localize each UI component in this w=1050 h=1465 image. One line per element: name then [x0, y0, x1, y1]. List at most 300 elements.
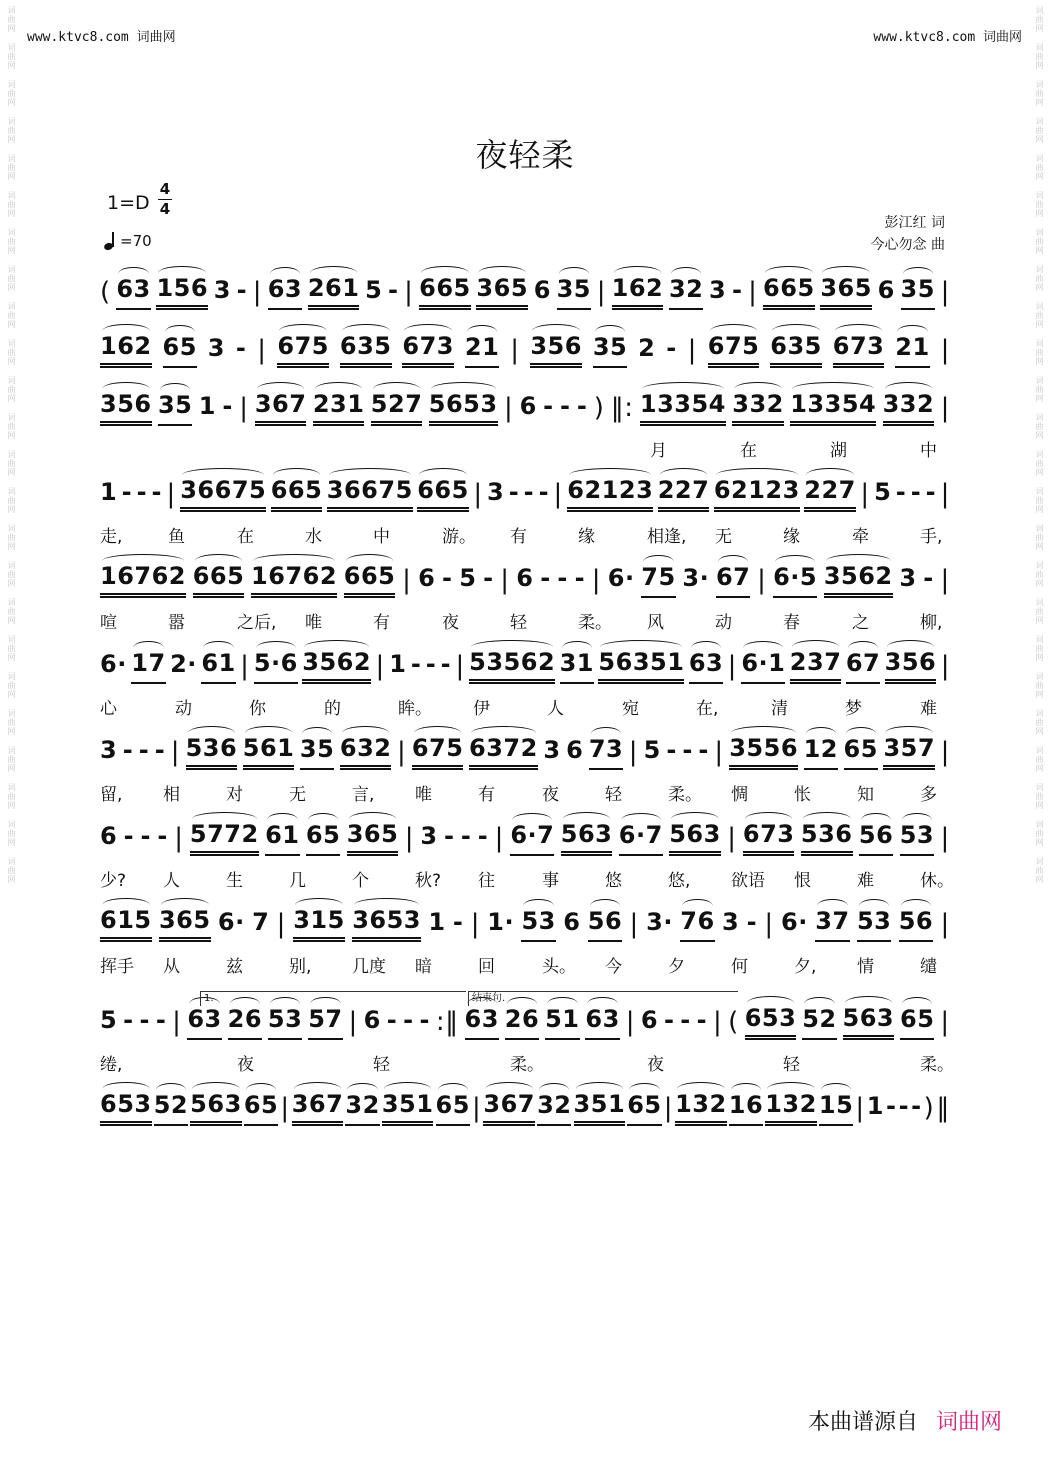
note-group: 3: [420, 821, 438, 850]
footer-source: [808, 1405, 1002, 1436]
barline: |: [764, 909, 774, 939]
lyric-line: [100, 436, 950, 461]
watermark-text: 词曲网: [1035, 524, 1044, 551]
note-group: 65: [436, 1091, 470, 1126]
slur-mark: [192, 1082, 240, 1089]
slur-mark: [903, 267, 933, 274]
slur-mark: [539, 1083, 569, 1090]
watermark-text: 词曲网: [7, 413, 16, 440]
watermark-text: 词曲网: [1035, 598, 1044, 625]
note-group: 12: [804, 735, 838, 770]
note-group: 6372: [469, 734, 538, 770]
slur-mark: [576, 1082, 624, 1089]
dash-extension: -: [403, 1005, 414, 1034]
lyric-word: 牵: [852, 527, 869, 547]
dash-extension: -: [663, 1005, 675, 1034]
note-group: 63: [689, 649, 723, 684]
repeat-paren: ): [593, 393, 605, 423]
watermark-text: 词曲网: [1035, 413, 1044, 440]
note-group: 665: [419, 274, 471, 310]
note-group: 21: [465, 333, 499, 368]
lyric-word: 从: [163, 957, 180, 977]
barline: |: [500, 565, 510, 595]
note-group: 6: [566, 735, 584, 764]
slur-mark: [901, 899, 931, 906]
note-group: 53: [268, 1005, 302, 1040]
slur-mark: [257, 382, 305, 389]
barline: |: [280, 1093, 290, 1123]
note-group: 5: [100, 1005, 118, 1034]
barline: |: [397, 737, 407, 767]
note-group: 17: [131, 649, 165, 684]
dash-extension: -: [123, 821, 135, 850]
lyric-word: 几: [289, 871, 306, 891]
note-group: 65: [844, 735, 878, 770]
slur-mark: [342, 726, 390, 733]
note-group: 53: [900, 821, 934, 856]
slur-mark: [887, 640, 935, 647]
score-row: [100, 476, 950, 512]
slur-mark: [279, 324, 327, 331]
dash-extension: -: [925, 477, 937, 506]
time-signature: [158, 180, 172, 219]
slur-mark: [354, 898, 419, 905]
dash-extension: -: [886, 1091, 897, 1120]
note-group: 7: [252, 907, 270, 936]
slur-mark: [660, 468, 708, 475]
score-row: [100, 734, 950, 770]
barline: |: [748, 277, 758, 307]
dash-extension: -: [460, 821, 472, 850]
note-group: 36675: [180, 476, 266, 512]
lyric-word: 鱼: [168, 527, 185, 547]
lyric-word: 几度: [352, 957, 386, 977]
note-group: 5: [874, 477, 892, 506]
lyric-word: 休。: [920, 871, 954, 891]
watermark-text: 词曲网: [7, 228, 16, 255]
lyric-word: 眸。: [398, 699, 432, 719]
watermark-text: 词曲网: [7, 117, 16, 144]
watermark-text: 词曲网: [7, 857, 16, 884]
lyric-word: 头。: [542, 957, 576, 977]
dash-extension: -: [898, 1091, 910, 1120]
slur-mark: [161, 898, 209, 905]
slur-mark: [438, 1083, 468, 1090]
slur-mark: [349, 812, 397, 819]
slur-mark: [803, 812, 851, 819]
watermark-text: 词曲网: [7, 598, 16, 625]
note-group: 67: [716, 563, 750, 598]
note-group: 61: [265, 821, 299, 856]
score-row: [100, 1090, 950, 1126]
barline: |: [553, 479, 563, 509]
note-group: 5772: [190, 820, 259, 856]
dash-extension: -: [911, 1091, 922, 1120]
dash-extension: -: [235, 333, 247, 362]
lyric-line: [100, 952, 950, 977]
barline: |: [757, 565, 767, 595]
slur-mark: [848, 641, 878, 648]
slur-mark: [523, 899, 553, 906]
lyric-word: 夕: [668, 957, 685, 977]
barline: |: [402, 565, 412, 595]
note-group: 26: [228, 1005, 262, 1040]
slur-mark: [734, 382, 782, 389]
dash-extension: -: [122, 735, 134, 764]
slur-mark: [629, 1083, 659, 1090]
barline: |: [940, 335, 950, 365]
barline: |: [628, 737, 639, 767]
note-group: 65: [627, 1091, 661, 1126]
lyric-word: 伊: [473, 699, 490, 719]
dash-extension: -: [452, 907, 464, 936]
barline: |: [455, 651, 465, 681]
note-group: 365: [820, 274, 872, 310]
dash-extension: -: [574, 563, 586, 592]
lyric-word: 人: [547, 699, 564, 719]
dash-extension: -: [483, 563, 494, 592]
note-group: 52: [154, 1091, 188, 1126]
note-group: 32: [669, 275, 703, 310]
lyric-word: 挥手: [100, 957, 134, 977]
footer-brand-link[interactable]: 词曲网: [935, 1410, 1002, 1435]
lyric-word: 动: [715, 613, 732, 633]
lyric-line: [100, 866, 954, 891]
slur-mark: [512, 813, 552, 820]
header-url-right[interactable]: www.ktvc8.com 词曲网: [873, 30, 1022, 45]
lyric-word: 个: [352, 871, 369, 891]
watermark-text: 词曲网: [1035, 820, 1044, 847]
note-group: 6·5: [773, 563, 817, 598]
note-group: 67: [846, 649, 880, 684]
note-group: 1: [198, 391, 216, 420]
note-group: 227: [658, 476, 710, 512]
barline: |: [257, 335, 267, 365]
watermark-text: 词曲网: [1035, 857, 1044, 884]
barline: |: [239, 393, 249, 423]
lyric-word: 水: [305, 527, 322, 547]
watermark-text: 词曲网: [1035, 783, 1044, 810]
barline: |: [510, 335, 520, 365]
lyric-word: 清: [771, 699, 788, 719]
slur-mark: [329, 468, 411, 475]
note-group: 6: [363, 1005, 381, 1034]
note-group: 365: [159, 906, 211, 942]
dash-extension: -: [731, 275, 743, 304]
note-group: 6: [533, 275, 551, 304]
watermark-text: 词曲网: [1035, 117, 1044, 144]
slur-mark: [414, 726, 462, 733]
watermark-text: 词曲网: [1035, 265, 1044, 292]
lyric-word: 柔。: [920, 1055, 954, 1075]
note-group: 1: [100, 477, 118, 506]
slur-mark: [743, 641, 783, 648]
tempo-marking: [104, 232, 152, 250]
note-group: 6·: [217, 907, 245, 936]
barline: |: [170, 737, 181, 767]
lyric-word: 的: [324, 699, 341, 719]
lyric-word: 秋?: [415, 871, 442, 891]
watermark-text: 词曲网: [1035, 302, 1044, 329]
note-group: 665: [417, 476, 469, 512]
watermark-text: 词曲网: [1035, 339, 1044, 366]
barline: |: [940, 1007, 950, 1037]
note-group: 3: [213, 275, 231, 304]
slur-mark: [859, 899, 889, 906]
lyric-word: 难: [920, 699, 937, 719]
slur-mark: [158, 266, 206, 273]
repeat-paren: (: [100, 277, 111, 307]
key-signature: 1=D: [107, 192, 150, 214]
slur-mark: [246, 1083, 276, 1090]
note-group: 653: [745, 1004, 797, 1040]
note-group: 16: [729, 1091, 763, 1126]
note-group: 62123: [714, 476, 800, 512]
watermark-text: 词曲网: [1035, 80, 1044, 107]
note-group: 2·: [170, 649, 197, 678]
note-group: 665: [193, 562, 245, 598]
lyric-word: 往: [478, 871, 495, 891]
note-group: 76: [680, 907, 714, 942]
slur-mark: [731, 1083, 761, 1090]
note-group: 635: [340, 332, 392, 368]
lyric-word: 留,: [100, 785, 123, 805]
lyric-word: 湖: [830, 441, 847, 461]
note-group: 63: [268, 275, 302, 310]
note-group: 3556: [729, 734, 798, 770]
note-group: 356: [100, 390, 152, 426]
slur-mark: [302, 727, 332, 734]
slur-mark: [467, 325, 497, 332]
note-group: 5: [459, 563, 477, 592]
barline: |: [252, 277, 263, 307]
note-group: 35: [300, 735, 334, 770]
dash-extension: -: [746, 907, 758, 936]
slur-mark: [792, 382, 874, 389]
lyric-word: 兹: [226, 957, 243, 977]
lyric-word: 惆: [731, 785, 748, 805]
slur-mark: [563, 812, 611, 819]
barline: |: [375, 651, 385, 681]
watermark-text: 词曲网: [7, 561, 16, 588]
note-group: 35: [158, 391, 192, 426]
lyric-word: 柔。: [510, 1055, 544, 1075]
slur-mark: [273, 468, 321, 475]
lyric-line: [100, 1050, 954, 1075]
slur-mark: [156, 1083, 186, 1090]
slur-mark: [471, 726, 536, 733]
note-group: 65: [163, 333, 197, 368]
lyric-word: 今: [605, 957, 622, 977]
lyric-word: 风: [647, 613, 664, 633]
lyric-word: 无: [715, 527, 732, 547]
dash-extension: -: [560, 391, 571, 420]
watermark-text: 词曲网: [1035, 43, 1044, 70]
lyric-line: [100, 522, 950, 547]
slur-mark: [595, 325, 625, 332]
slur-mark: [471, 640, 553, 647]
note-group: 5653: [429, 390, 498, 426]
slur-mark: [821, 1083, 851, 1090]
lyric-word: 动: [175, 699, 192, 719]
slur-mark: [846, 727, 876, 734]
lyric-word: 之: [852, 613, 869, 633]
lyric-word: 生: [226, 871, 243, 891]
slur-mark: [600, 640, 682, 647]
barline: |: [940, 479, 950, 509]
watermark-text: 词曲网: [7, 635, 16, 662]
note-group: 6: [418, 563, 436, 592]
score-row: [100, 1004, 950, 1040]
barline: |: [940, 277, 950, 307]
note-group: 51: [545, 1005, 579, 1040]
note-group: 2: [638, 333, 656, 362]
slur-mark: [270, 267, 300, 274]
note-group: 6·: [100, 649, 127, 678]
slur-mark: [716, 468, 798, 475]
lyric-word: 轻: [510, 613, 527, 633]
note-group: 536: [801, 820, 853, 856]
note-group: 6·7: [510, 821, 554, 856]
note-group: 63: [585, 1005, 619, 1040]
note-group: 6: [563, 907, 581, 936]
barline: |: [166, 479, 176, 509]
lyric-word: 相: [163, 785, 180, 805]
slur-mark: [485, 1082, 533, 1089]
note-group: 6·1: [741, 649, 785, 684]
watermark-text: 词曲网: [1035, 635, 1044, 662]
lyric-word: 难: [857, 871, 874, 891]
note-group: 6·: [781, 907, 808, 936]
watermark-text: 词曲网: [7, 80, 16, 107]
slur-mark: [845, 996, 893, 1003]
slur-mark: [718, 555, 748, 562]
slur-mark: [308, 813, 338, 820]
lyric-word: 知: [857, 785, 874, 805]
barline: |: [473, 479, 483, 509]
note-group: 365: [347, 820, 399, 856]
lyric-word: 有: [478, 785, 495, 805]
tempo-value: =70: [120, 232, 152, 250]
barline: |: [240, 651, 250, 681]
watermark-text: 词曲网: [7, 487, 16, 514]
note-group: 231: [313, 390, 365, 426]
note-group: 563: [843, 1004, 895, 1040]
dash-extension: -: [540, 563, 551, 592]
watermark-text: 词曲网: [7, 191, 16, 218]
slur-mark: [267, 813, 297, 820]
note-group: 632: [340, 734, 392, 770]
watermark-text: 词曲网: [1035, 746, 1044, 773]
lyric-word: 游。: [442, 527, 476, 547]
lyric-word: 有: [373, 613, 390, 633]
dash-extension: -: [508, 477, 520, 506]
note-group: 16762: [251, 562, 337, 598]
lyric-word: 欲语: [731, 871, 765, 891]
barline: |: [494, 823, 504, 853]
repeat-paren: (: [728, 1007, 739, 1037]
song-title: 夜轻柔: [475, 136, 575, 174]
barline: |: [348, 1007, 358, 1037]
lyric-word: 相逢,: [647, 527, 687, 547]
slur-mark: [747, 996, 795, 1003]
note-group: 3: [100, 735, 118, 764]
slur-mark: [817, 899, 847, 906]
barline: |: [940, 737, 950, 767]
note-group: 5: [365, 275, 383, 304]
slur-mark: [710, 324, 758, 331]
barline: ‖:: [610, 393, 634, 423]
barline: |: [727, 651, 737, 681]
note-group: 31: [560, 649, 594, 684]
barline: |: [174, 823, 184, 853]
lyric-word: 别,: [289, 957, 312, 977]
slur-mark: [775, 555, 815, 562]
lyric-word: 之后,: [237, 613, 277, 633]
note-group: 367: [292, 1090, 344, 1126]
lyric-word: 在: [740, 441, 757, 461]
barline: |: [629, 909, 639, 939]
slur-mark: [731, 726, 796, 733]
barline: |: [404, 277, 414, 307]
note-group: 536: [186, 734, 238, 770]
lyric-word: 轻: [783, 1055, 800, 1075]
watermark-text: 词曲网: [1035, 191, 1044, 218]
lyric-word: 少?: [100, 871, 127, 891]
note-group: 315: [293, 906, 345, 942]
note-group: 675: [708, 332, 760, 368]
note-group: 3: [709, 275, 727, 304]
barline: :‖: [435, 1007, 459, 1037]
note-group: 635: [770, 332, 822, 368]
slur-mark: [806, 468, 854, 475]
lyric-word: 恨: [794, 871, 811, 891]
note-group: 6·: [607, 563, 635, 592]
slur-mark: [806, 727, 836, 734]
note-group: 36675: [327, 476, 413, 512]
slur-mark: [767, 1082, 815, 1089]
slur-mark: [902, 997, 932, 1004]
lyric-word: 绻,: [100, 1055, 123, 1075]
lyric-word: 夜: [442, 613, 459, 633]
dash-extension: -: [139, 1005, 150, 1034]
note-group: 3: [543, 735, 561, 764]
barline: |: [625, 1007, 635, 1037]
note-group: 61: [201, 649, 235, 684]
dash-extension: -: [442, 563, 453, 592]
slur-mark: [691, 641, 721, 648]
slur-mark: [342, 324, 390, 331]
watermark-text: 词曲网: [1035, 228, 1044, 255]
slur-mark: [203, 641, 233, 648]
lyric-word: 手,: [920, 527, 943, 547]
note-group: 332: [732, 390, 784, 426]
dash-extension: -: [910, 477, 922, 506]
note-group: 6: [877, 275, 895, 304]
barline: ‖: [936, 1093, 950, 1123]
header-url-left[interactable]: www.ktvc8.com 词曲网: [27, 30, 176, 45]
barline: |: [714, 737, 724, 767]
note-group: 56: [899, 907, 933, 942]
slur-mark: [569, 468, 651, 475]
watermark-text: 词曲网: [7, 339, 16, 366]
note-group: 332: [883, 390, 935, 426]
note-group: 3: [899, 563, 917, 592]
slur-mark: [102, 324, 150, 331]
note-group: 15: [819, 1091, 853, 1126]
dash-extension: -: [151, 477, 163, 506]
barline: |: [663, 1093, 673, 1123]
